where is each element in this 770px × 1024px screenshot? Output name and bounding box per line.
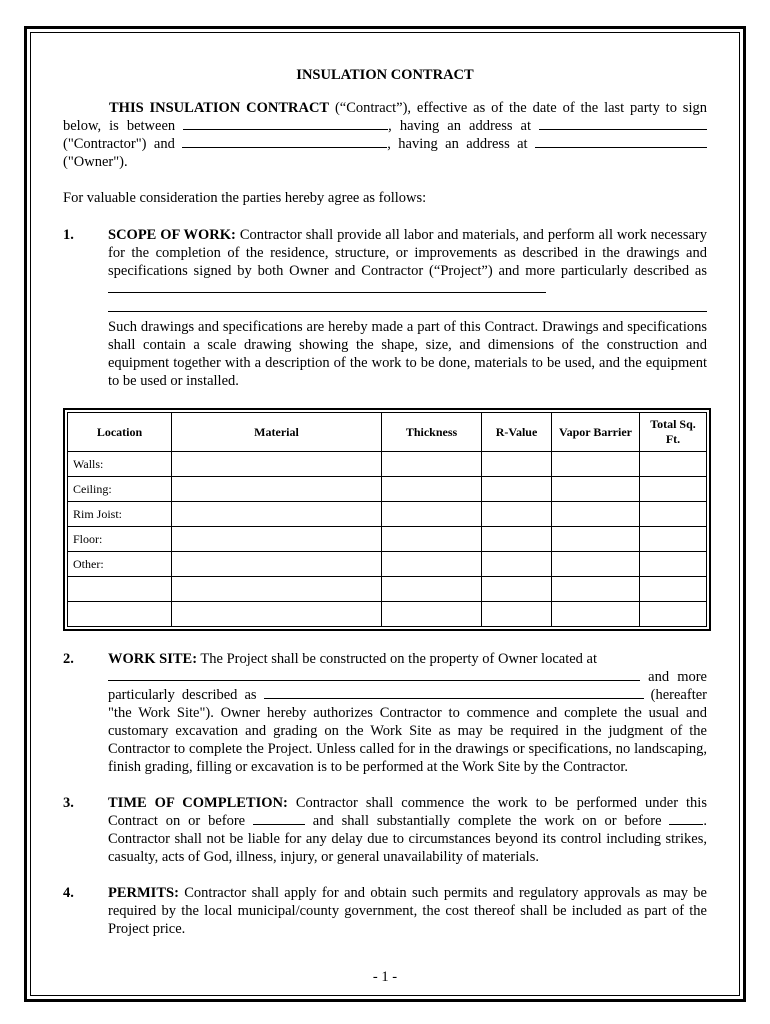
table-cell[interactable] [68, 602, 172, 627]
section-heading: PERMITS: [108, 885, 179, 901]
table-cell[interactable] [382, 502, 482, 527]
table-cell[interactable] [382, 577, 482, 602]
table-cell[interactable] [172, 552, 382, 577]
table-cell[interactable] [482, 452, 552, 477]
table-header-row [68, 413, 707, 452]
section-text-b: and more particularly described as [108, 669, 707, 703]
intro-lead: THIS INSULATION CONTRACT [109, 100, 330, 116]
table-row [68, 527, 707, 552]
table-cell[interactable] [640, 477, 707, 502]
table-row [68, 552, 707, 577]
table-cell[interactable] [382, 602, 482, 627]
section-text: Contractor shall provide all labor and materials, and perform all work necessary for the completion of the residence, structure, or improvements as described in the drawings and specifications signed by both Owner and Contractor (“Project”) and more particularly described as [108, 227, 707, 279]
column-header-total-sq-ft: Total Sq. Ft. [640, 413, 707, 452]
table-cell[interactable] [552, 477, 640, 502]
table-cell[interactable] [640, 527, 707, 552]
table-cell[interactable] [382, 452, 482, 477]
table-row [68, 602, 707, 627]
column-header-thickness: Thickness [382, 413, 482, 452]
column-header-material: Material [172, 413, 382, 452]
section-scope-of-work [63, 226, 707, 390]
table-row [68, 502, 707, 527]
table-row [68, 577, 707, 602]
section-text: Contractor shall apply for and obtain such permits and regulatory approvals as may be required by the local municipal/county government, the cost thereof shall be included as part of the Project price. [108, 885, 707, 937]
section-text: Contractor shall commence the work to be performed under this Contract on or before [108, 795, 707, 829]
table-cell[interactable] [482, 527, 552, 552]
section-number: 1. [63, 227, 74, 243]
table-cell[interactable] [640, 552, 707, 577]
intro-text-2: , having an address at [388, 118, 539, 134]
table-cell[interactable] [482, 552, 552, 577]
section-heading: WORK SITE: [108, 651, 198, 667]
section-heading: TIME OF COMPLETION: [108, 795, 288, 811]
table-cell[interactable] [482, 502, 552, 527]
table-cell[interactable] [552, 452, 640, 477]
project-description-line-2[interactable] [108, 300, 707, 312]
row-location-label: Other: [68, 552, 172, 577]
table-cell[interactable] [552, 577, 640, 602]
section-text-c: . Contractor shall not be liable for any delay due to circumstances beyond its control including strikes, casualty, acts of God, illness, injury, or general unavailability of materials. [108, 813, 707, 865]
section-heading: SCOPE OF WORK: [108, 227, 236, 243]
owner-address-blank[interactable] [535, 135, 707, 148]
table-cell[interactable] [382, 527, 482, 552]
row-location-label: Ceiling: [68, 477, 172, 502]
table-cell[interactable] [552, 527, 640, 552]
table-cell[interactable] [172, 502, 382, 527]
column-header-location: Location [68, 413, 172, 452]
table-cell[interactable] [640, 452, 707, 477]
table-cell[interactable] [172, 577, 382, 602]
project-description-blank[interactable] [108, 280, 546, 293]
section-text-c: (hereafter "the Work Site"). Owner hereby authorizes Contractor to commence and complete the usual and customary excavation and grading on the Work Site as may be required in the judgment of the Contractor to complete the Project. Unless called for in the drawings or specifications, no landscaping, finish grading, filling or excavation is to be performed at the Work Site by the Contractor. [108, 687, 707, 775]
consideration-paragraph: For valuable consideration the parties hereby agree as follows: [63, 190, 427, 206]
work-site-description-blank[interactable] [264, 686, 644, 699]
table-cell[interactable] [482, 602, 552, 627]
table-row [68, 452, 707, 477]
column-header-vapor-barrier: Vapor Barrier [552, 413, 640, 452]
contractor-name-blank[interactable] [183, 117, 388, 130]
table-cell[interactable] [640, 602, 707, 627]
intro-text-3: ("Contractor") and [63, 136, 183, 152]
table-cell[interactable] [552, 552, 640, 577]
insulation-table [63, 408, 711, 631]
page-number: - 1 - [372, 969, 398, 985]
section-permits [63, 884, 707, 938]
table-cell[interactable] [172, 602, 382, 627]
table-cell[interactable] [552, 502, 640, 527]
intro-text-1: (“Contract”), effective as of the date of the last party to sign below, is between [63, 100, 707, 134]
table-cell[interactable] [68, 577, 172, 602]
document-content [63, 64, 707, 938]
section-number: 3. [63, 795, 74, 811]
section-number: 2. [63, 651, 74, 667]
table-cell[interactable] [640, 577, 707, 602]
table-cell[interactable] [382, 477, 482, 502]
completion-date-blank[interactable] [669, 812, 703, 825]
table-row [68, 477, 707, 502]
table-cell[interactable] [640, 502, 707, 527]
section-work-site [63, 650, 707, 776]
intro-paragraph [63, 99, 707, 171]
owner-name-blank[interactable] [182, 135, 387, 148]
table-cell[interactable] [382, 552, 482, 577]
table-cell[interactable] [172, 527, 382, 552]
intro-text-4: , having an address at [387, 136, 535, 152]
table-cell[interactable] [552, 602, 640, 627]
table-cell[interactable] [482, 477, 552, 502]
section-number: 4. [63, 885, 74, 901]
document-title: INSULATION CONTRACT [296, 67, 474, 83]
work-site-address-blank[interactable] [108, 668, 640, 681]
section-text-b: and shall substantially complete the work on or before [304, 813, 670, 829]
intro-text-5: ("Owner"). [63, 154, 128, 170]
table-cell[interactable] [482, 577, 552, 602]
column-header-r-value: R-Value [482, 413, 552, 452]
table-cell[interactable] [172, 452, 382, 477]
section-text: The Project shall be constructed on the property of Owner located at [197, 651, 598, 667]
commence-date-blank[interactable] [253, 812, 305, 825]
section-subparagraph: Such drawings and specifications are hereby made a part of this Contract. Drawings and specifications shall contain a scale drawing showing the shape, size, and dimensions of the construction and equipment together with a description of the work to be done, materials to be used, and the equipment to be used or installed. [108, 319, 707, 389]
contractor-address-blank[interactable] [539, 117, 707, 130]
table-cell[interactable] [172, 477, 382, 502]
row-location-label: Walls: [68, 452, 172, 477]
row-location-label: Rim Joist: [68, 502, 172, 527]
section-time-of-completion [63, 794, 707, 866]
row-location-label: Floor: [68, 527, 172, 552]
